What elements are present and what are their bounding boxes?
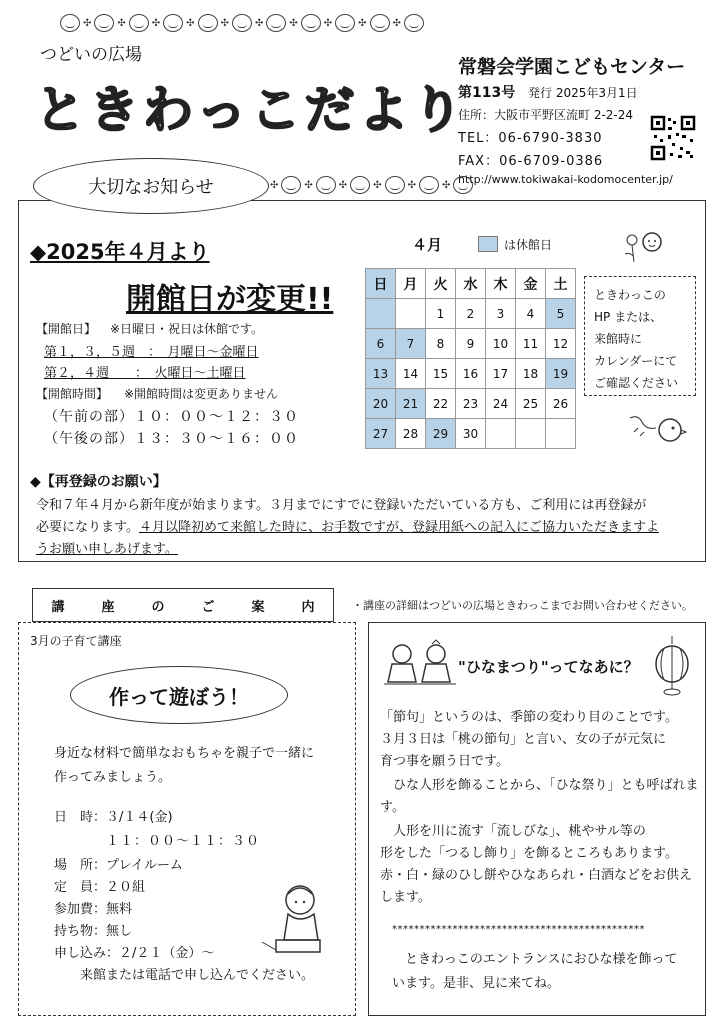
side-note-line: ご確認ください: [594, 376, 679, 390]
cal-header: 木: [486, 269, 516, 299]
course-place: 場 所：プレイルーム: [54, 858, 183, 873]
banner-char: 案: [251, 599, 265, 615]
course-capacity: 定 員：２０組: [54, 880, 146, 895]
flower-icon: [620, 226, 670, 270]
cal-header: 土: [546, 269, 576, 299]
cal-header: 火: [426, 269, 456, 299]
course-apply: 申し込み：２/２１（金）～: [54, 946, 215, 961]
side-note-line: 来館時に: [594, 332, 643, 346]
weeks-24: 第２，４週 ： 火曜日～土曜日: [44, 366, 246, 381]
cal-day: 29: [426, 419, 456, 449]
issue-date: 発行 2025年3月1日: [528, 86, 638, 100]
cal-day: 22: [426, 389, 456, 419]
banner-char: 講: [51, 599, 65, 615]
banner-note: ・講座の詳細はつどいの広場ときわっこまでお問い合わせください。: [352, 599, 693, 612]
hina-text: 「節句」というのは、季節の変わり目のことです。: [380, 710, 678, 725]
website-link[interactable]: http://www.tokiwakai-kodomocenter.jp/: [458, 173, 673, 186]
cal-day: 20: [366, 389, 396, 419]
rereg-heading: ◆【再登録のお願い】: [30, 474, 167, 490]
hina-text: ときわっこのエントランスにおひな様を飾って: [392, 952, 678, 967]
cal-day: 17: [486, 359, 516, 389]
notice-title: 大切なお知らせ: [88, 177, 214, 198]
cal-day: 21: [396, 389, 426, 419]
hina-text: ひな人形を飾ることから、「ひな祭り」とも呼ばれま: [380, 778, 699, 793]
cal-day: 6: [366, 329, 396, 359]
cal-day: [366, 299, 396, 329]
calendar: [365, 268, 576, 449]
course-title-oval: [70, 666, 288, 724]
hina-text: 形をした「つるし飾り」を飾るところもあります。: [380, 846, 678, 861]
hina-text: います。是非、見に来てね。: [392, 976, 560, 991]
course-desc: 作ってみましょう。: [54, 770, 172, 785]
lantern-icon: [650, 636, 694, 700]
newsletter-title: ときわっこだより: [35, 81, 467, 139]
org-name: 常磐会学園こどもセンター: [458, 56, 686, 78]
banner-char: 内: [301, 599, 315, 615]
banner-char: 座: [101, 599, 115, 615]
hina-text: す。: [380, 800, 405, 815]
hina-text: します。: [380, 890, 431, 905]
cal-day: 15: [426, 359, 456, 389]
open-days-note: ※日曜日・祝日は休館です。: [110, 322, 264, 336]
hina-dolls-icon: [382, 638, 458, 690]
side-note-line: HP または、: [594, 310, 663, 324]
cal-day: 14: [396, 359, 426, 389]
cal-day: 12: [546, 329, 576, 359]
notice-oval: [33, 158, 269, 214]
cal-day: 25: [516, 389, 546, 419]
course-apply-note: 来館または電話で申し込んでください。: [80, 968, 315, 983]
cal-day: 19: [546, 359, 576, 389]
cal-day: 5: [546, 299, 576, 329]
notice-heading: ◆2025年４月より: [30, 240, 210, 264]
cal-day: 11: [516, 329, 546, 359]
side-note-line: カレンダーにて: [594, 354, 678, 368]
cal-day: 27: [366, 419, 396, 449]
cal-day: [546, 419, 576, 449]
cal-day: 4: [516, 299, 546, 329]
course-desc: 身近な材料で簡単なおもちゃを親子で一緒に: [54, 746, 315, 761]
hina-text: 赤・白・緑のひし餅やひなあられ・白酒などをお供え: [380, 868, 693, 883]
cal-day: 23: [456, 389, 486, 419]
notice-decoration: ✣ ✣ ✣ ✣ ✣ ✣: [270, 176, 473, 194]
notice-headline: 開館日が変更!!: [126, 282, 334, 317]
cal-header: 金: [516, 269, 546, 299]
cal-header: 水: [456, 269, 486, 299]
legend-text: は休館日: [504, 238, 553, 252]
cal-day: 30: [456, 419, 486, 449]
afternoon-hours: （午後の部）１３：３０～１６：００: [44, 431, 299, 447]
course-date: 日 時：３/１４(金): [54, 810, 173, 825]
cal-day: 28: [396, 419, 426, 449]
cal-day: 18: [516, 359, 546, 389]
rereg-text: うお願い申しあげます。: [36, 542, 178, 557]
cal-day: 8: [426, 329, 456, 359]
banner-char: ご: [201, 599, 215, 615]
course-banner: [32, 588, 334, 622]
hours-label: 【開館時間】: [36, 387, 109, 401]
cal-day: 1: [426, 299, 456, 329]
cal-day: 24: [486, 389, 516, 419]
bird-icon: [626, 410, 688, 454]
tel: TEL：06-6790-3830: [458, 131, 603, 146]
fax: FAX：06-6709-0386: [458, 154, 604, 169]
weeks-135: 第１，３，５週 ： 月曜日～金曜日: [44, 345, 259, 360]
cal-day: [516, 419, 546, 449]
header-subtitle: つどいの広場: [40, 45, 142, 65]
cal-day: 9: [456, 329, 486, 359]
address: 住所：大阪市平野区流町 2-2-24: [458, 108, 634, 122]
course-bring: 持ち物：無し: [54, 924, 133, 939]
hina-text: ３月３日は「桃の節句」と言い、女の子が元気に: [380, 732, 667, 747]
course-title: 作って遊ぼう！: [109, 684, 249, 709]
banner-char: の: [151, 599, 165, 615]
hina-text: 育つ事を願う日です。: [380, 754, 509, 769]
course-label: 3月の子育て講座: [30, 634, 122, 648]
calendar-month: ４月: [412, 236, 443, 254]
cal-day: 16: [456, 359, 486, 389]
top-decoration: ✣ ✣ ✣ ✣ ✣ ✣ ✣ ✣ ✣ ✣: [60, 14, 424, 32]
cal-day: 3: [486, 299, 516, 329]
morning-hours: （午前の部）１０：００～１２：３０: [44, 409, 299, 425]
course-time: １１：００～１１：３０: [106, 834, 261, 849]
cal-header: 日: [366, 269, 396, 299]
issue-number: 第113号: [458, 85, 516, 101]
qr-code-icon: [650, 115, 696, 161]
side-note-line: ときわっこの: [594, 288, 666, 302]
cal-day: 13: [366, 359, 396, 389]
hina-title: "ひなまつり"ってなあに？: [458, 658, 639, 676]
rereg-text: 令和７年４月から新年度が始まります。３月までにすでに登録いただいている方も、ご利用には再登録が: [36, 498, 647, 513]
rereg-text-b: ４月以降初めて来館した時に、お手数ですが、登録用紙への記入にご協力いただきますよ: [138, 520, 659, 535]
cal-day: 2: [456, 299, 486, 329]
cal-day: 10: [486, 329, 516, 359]
rereg-text-a: 必要になります。: [36, 520, 139, 535]
open-days-label: 【開館日】: [36, 322, 97, 336]
cal-day: 7: [396, 329, 426, 359]
hours-note: ※開館時間は変更ありません: [124, 387, 279, 401]
course-fee: 参加費：無料: [54, 902, 133, 917]
cal-day: [396, 299, 426, 329]
cal-day: 26: [546, 389, 576, 419]
child-drawing-icon: [256, 880, 336, 964]
hina-text: 人形を川に流す「流しびな」、桃やサル等の: [380, 824, 646, 839]
cal-header: 月: [396, 269, 426, 299]
cal-day: [486, 419, 516, 449]
legend-swatch: [478, 236, 498, 252]
rereg-text: [36, 516, 659, 535]
stars-divider: **********************************************: [392, 924, 645, 935]
